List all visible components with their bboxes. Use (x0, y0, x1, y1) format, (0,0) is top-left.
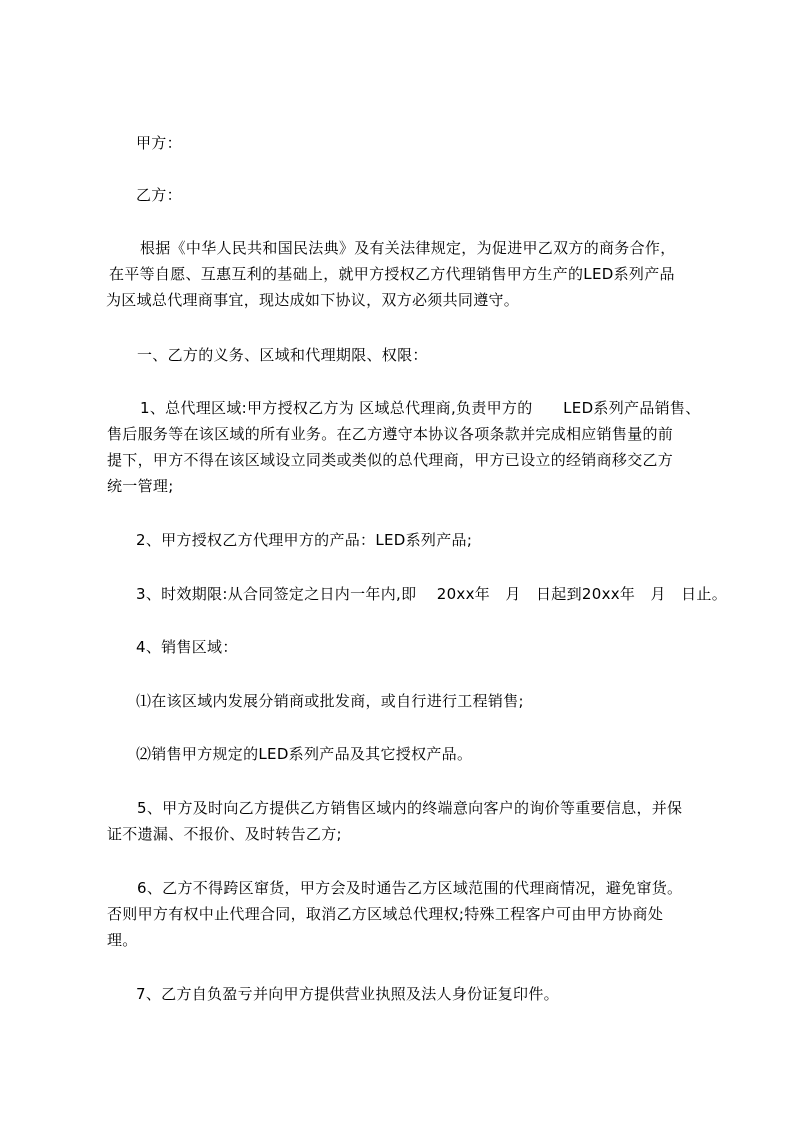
clause-5-line: 证不遗漏、不报价、及时转告乙方; (107, 825, 342, 843)
clause-1-line: 售后服务等在该区域的所有业务。在乙方遵守本协议各项条款并完成相应销售量的前 (107, 425, 674, 443)
clause-2: 2、甲方授权乙方代理甲方的产品：LED系列产品; (136, 531, 473, 549)
clause-6-line: 否则甲方有权中止代理合同，取消乙方区域总代理权;特殊工程客户可由甲方协商处 (107, 905, 664, 923)
clause-4-item-2: ⑵销售甲方规定的LED系列产品及其它授权产品。 (136, 745, 473, 763)
party-a-label: 甲方： (136, 134, 182, 152)
clause-6-line: 理。 (107, 931, 138, 949)
intro-line: 为区域总代理商事宜，现达成如下协议，双方必须共同遵守。 (106, 291, 520, 309)
section-heading: 一、乙方的义务、区域和代理期限、权限： (137, 346, 428, 364)
clause-1-line: 1、总代理区域:甲方授权乙方为 区域总代理商,负责甲方的 LED系列产品销售、 (140, 399, 701, 417)
clause-4: 4、销售区域： (136, 638, 238, 656)
clause-4-item-1: ⑴在该区域内发展分销商或批发商，或自行进行工程销售; (136, 692, 524, 710)
intro-line: 在平等自愿、互惠互利的基础上，就甲方授权乙方代理销售甲方生产的LED系列产品 (109, 265, 675, 283)
party-b-label: 乙方： (136, 186, 182, 204)
clause-1-line: 提下，甲方不得在该区域设立同类或类似的总代理商，甲方已设立的经销商移交乙方 (107, 451, 674, 469)
clause-7: 7、乙方自负盈亏并向甲方提供营业执照及法人身份证复印件。 (136, 985, 559, 1003)
clause-1-line: 统一管理; (107, 477, 174, 495)
clause-5-line: 5、甲方及时向乙方提供乙方销售区域内的终端意向客户的询价等重要信息，并保 (137, 799, 683, 817)
intro-line: 根据《中华人民共和国民法典》及有关法律规定，为促进甲乙双方的商务合作， (140, 239, 676, 257)
clause-3: 3、时效期限:从合同签定之日内一年内,即 20xx年 月 日起到20xx年 月 日止。 (136, 585, 728, 603)
clause-6-line: 6、乙方不得跨区窜货，甲方会及时通告乙方区域范围的代理商情况，避免窜货。 (137, 879, 683, 897)
